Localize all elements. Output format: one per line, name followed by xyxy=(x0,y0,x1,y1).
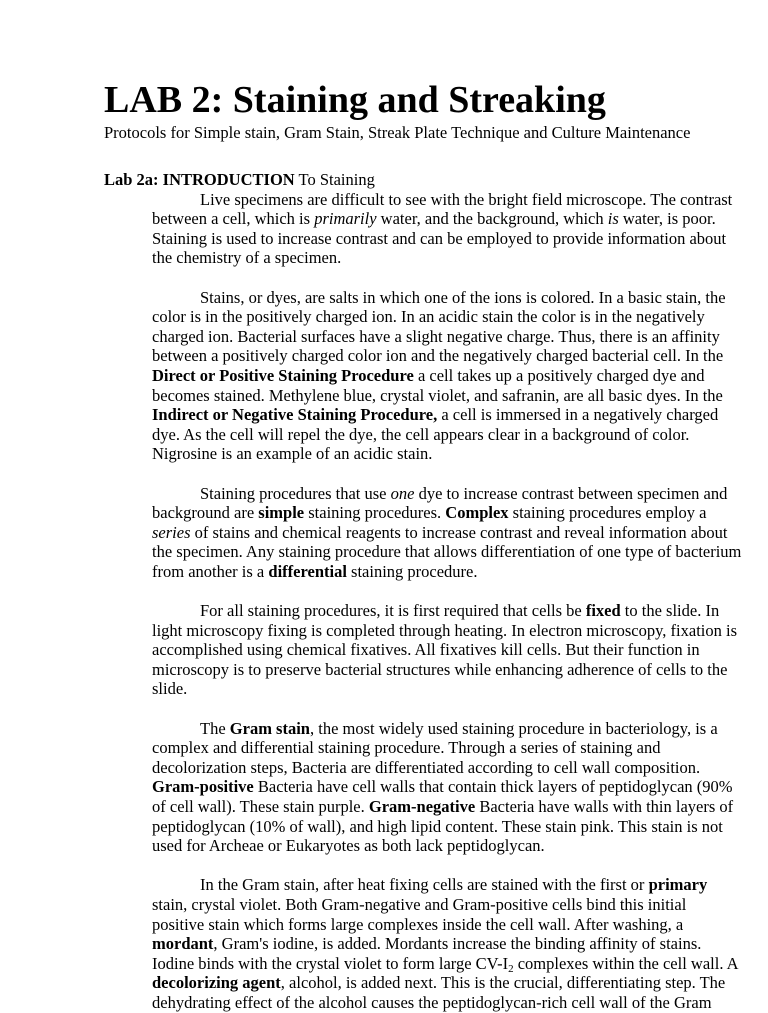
paragraph-fixing: For all staining procedures, it is first required that cells be fixed to the slide. In light microscopy fixing is completed through heating. In electron microscopy, fixation is accomplished using chemical fixatives. All fixatives kill cells. But their function in microscopy is to preserve bacterial structures while enhancing adherence of cells to the slide. xyxy=(152,601,738,699)
section-heading-suffix: To Staining xyxy=(294,170,375,189)
lab-2a-heading xyxy=(104,170,704,190)
lab-2a-section xyxy=(104,170,742,1013)
section-heading: Lab 2a: INTRODUCTION xyxy=(104,170,295,189)
paragraph-gram-stain: The Gram stain, the most widely used staining procedure in bacteriology, is a complex and differential staining procedure. Through a series of staining and decolorization steps, Bacteria are differentiated according to cell wall composition. Gram-positive Bacteria have cell walls that contain thick layers of peptidoglycan (90% of cell wall). These stain purple. Gram-negative Bacteria have walls with thin layers of peptidoglycan (10% of wall), and high lipid content. These stain pink. This stain is not used for Archeae or Eukaryotes as both lack peptidoglycan. xyxy=(152,718,734,856)
document-title: LAB 2: Staining and Streaking xyxy=(104,79,606,121)
paragraph-procedures: Staining procedures that use one dye to increase contrast between specimen and background are simple staining procedures. Complex staining procedures employ a series of stains and chemical reagents to increase contrast and reveal information about the specimen. Any staining procedure that allows differentiation of one type of bacterium from another is a differential staining procedure. xyxy=(152,483,742,581)
paragraph-intro: Live specimens are difficult to see with the bright field microscope. The contrast between a cell, which is primarily water, and the background, which is water, is poor. Staining is used to increase contrast and can be employed to provide information about the chemistry of a specimen. xyxy=(152,189,733,268)
paragraph-stains: Stains, or dyes, are salts in which one of the ions is colored. In a basic stain, the color is in the positively charged ion. In an acidic stain the color is in the negatively charged ion. Bacterial surfaces have a slight negative charge. Thus, there is an affinity between a positively charged color ion and the negatively charged bacterial cell. In the Direct or Positive Staining Procedure a cell takes up a positively charged dye and becomes stained. Methylene blue, crystal violet, and safranin, are all basic dyes. In the Indirect or Negative Staining Procedure, a cell is immersed in a negatively charged dye. As the cell will repel the dye, the cell appears clear in a background of color. Nigrosine is an example of an acidic stain. xyxy=(152,287,726,464)
document-subtitle: Protocols for Simple stain, Gram Stain, Streak Plate Technique and Culture Maintenance xyxy=(104,123,691,142)
paragraph-gram-procedure: In the Gram stain, after heat fixing cells are stained with the first or primary stain, crystal violet. Both Gram-negative and Gram-positive cells bind this initial positive stain which forms large complexes inside the cell wall. After washing, a mordant, Gram's iodine, is added. Mordants increase the binding affinity of stains. Iodine binds with the crystal violet to form large $CV-I_2$ complexes within the cell wall. A decolorizing agent, alcohol, is added next. This is the crucial, differentiating step. The dehydrating effect of the alcohol causes the peptidoglycan-rich cell wall of the Gram xyxy=(152,875,739,1012)
